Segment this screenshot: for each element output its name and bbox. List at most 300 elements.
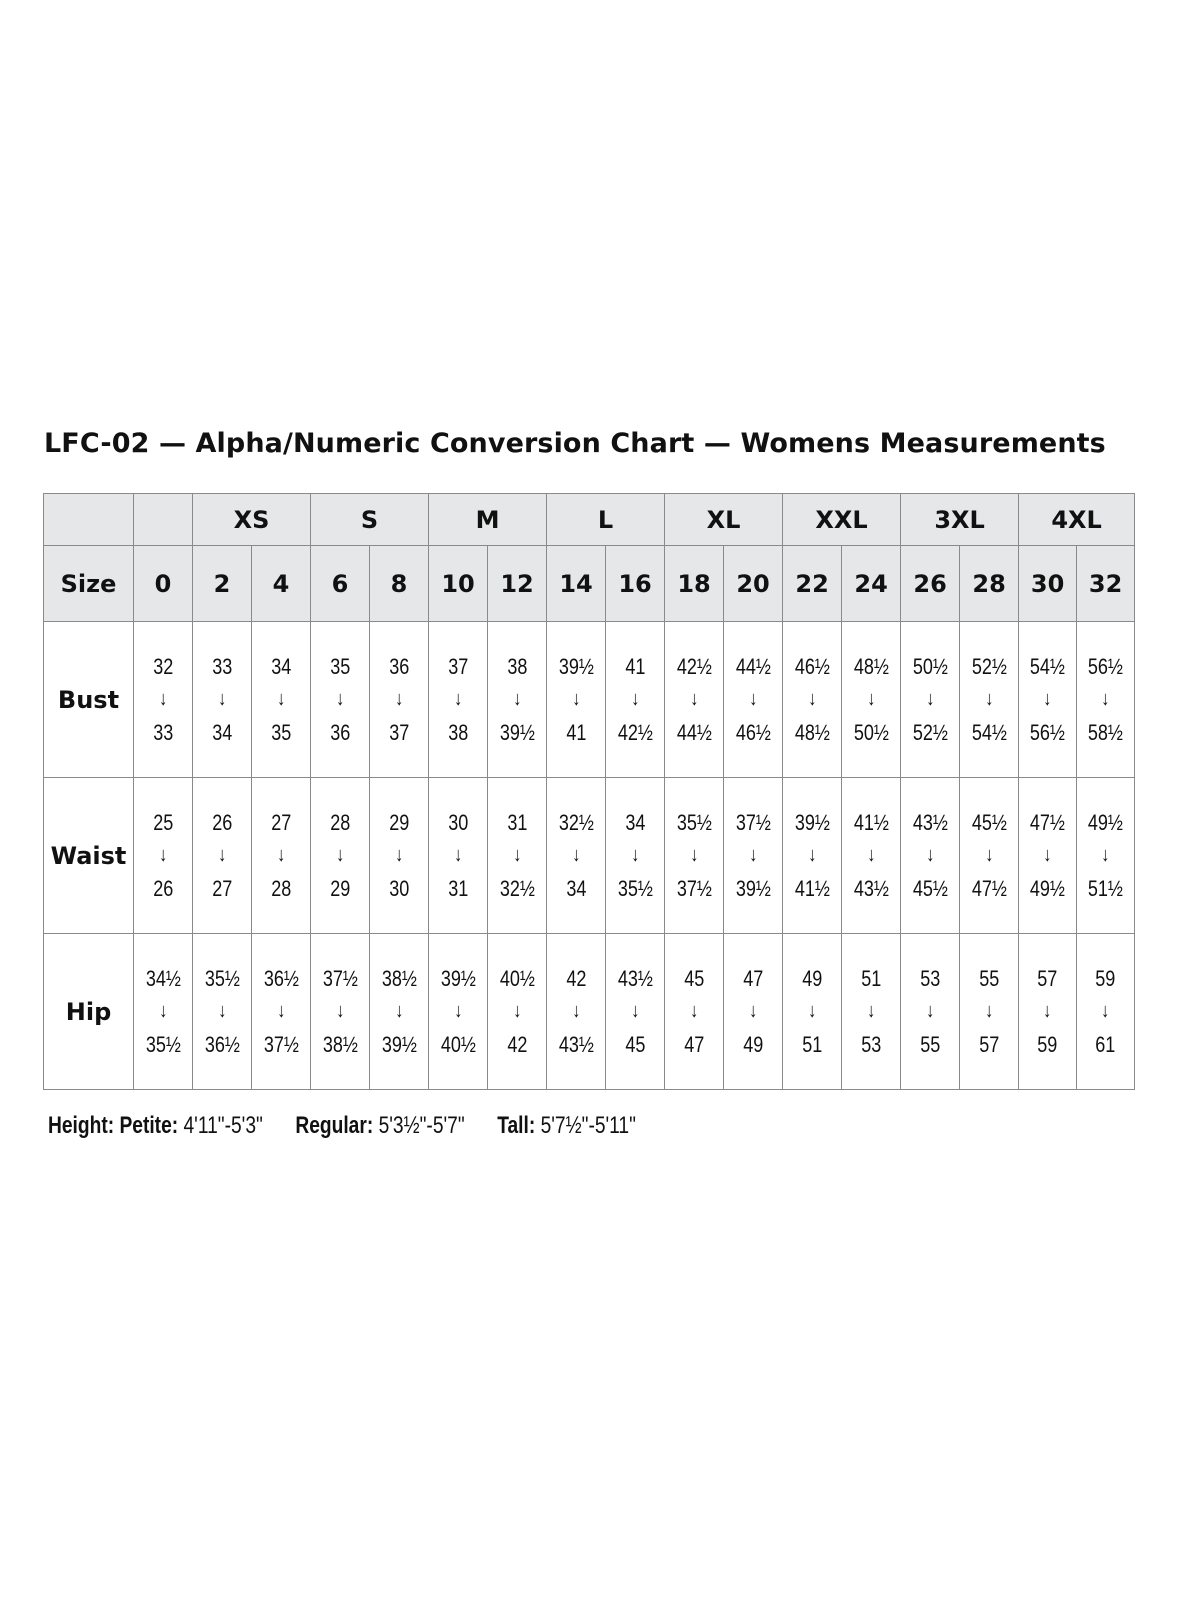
measurement-row-bust bbox=[44, 622, 1135, 778]
range-to: 27 bbox=[211, 876, 233, 901]
regular-label: Regular: bbox=[295, 1112, 374, 1139]
measurement-range-cell bbox=[488, 622, 547, 778]
measurement-range-cell bbox=[783, 934, 842, 1090]
arrow-down-icon: ↓ bbox=[866, 844, 876, 866]
range-stack bbox=[271, 650, 291, 749]
range-to: 43½ bbox=[853, 876, 889, 901]
petite-value: 4'11"-5'3" bbox=[183, 1112, 263, 1139]
numeric-size-10: 10 bbox=[429, 546, 488, 622]
measurement-row-waist bbox=[44, 778, 1135, 934]
measurement-label: Waist bbox=[44, 778, 134, 934]
range-to: 54½ bbox=[971, 720, 1007, 745]
measurement-range-cell bbox=[960, 622, 1019, 778]
range-from: 47½ bbox=[1030, 810, 1066, 835]
measurement-range-cell bbox=[252, 778, 311, 934]
range-to: 40½ bbox=[440, 1032, 476, 1057]
range-from: 50½ bbox=[912, 654, 948, 679]
arrow-down-icon: ↓ bbox=[748, 1000, 758, 1022]
alpha-size-l: L bbox=[547, 494, 665, 546]
range-from: 49 bbox=[802, 966, 823, 991]
arrow-down-icon: ↓ bbox=[394, 844, 404, 866]
range-stack bbox=[145, 962, 180, 1061]
numeric-size-4: 4 bbox=[252, 546, 311, 622]
alpha-size-blank bbox=[44, 494, 134, 546]
range-to: 51½ bbox=[1088, 876, 1124, 901]
range-from: 48½ bbox=[853, 654, 889, 679]
measurement-range-cell bbox=[1077, 934, 1135, 1090]
arrow-down-icon: ↓ bbox=[925, 688, 935, 710]
range-stack bbox=[204, 962, 239, 1061]
range-from: 49½ bbox=[1088, 810, 1124, 835]
range-from: 57 bbox=[1037, 966, 1058, 991]
range-stack bbox=[854, 650, 889, 749]
range-from: 25 bbox=[152, 810, 174, 835]
numeric-size-0: 0 bbox=[134, 546, 193, 622]
range-to: 42 bbox=[507, 1032, 528, 1057]
range-stack bbox=[795, 806, 830, 905]
range-to: 43½ bbox=[558, 1032, 594, 1057]
measurement-range-cell bbox=[488, 778, 547, 934]
measurement-range-cell bbox=[724, 934, 783, 1090]
size-row-label: Size bbox=[44, 546, 134, 622]
arrow-down-icon: ↓ bbox=[453, 844, 463, 866]
range-stack bbox=[448, 650, 468, 749]
size-conversion-table bbox=[43, 493, 1135, 1090]
range-to: 35½ bbox=[145, 1032, 181, 1057]
measurement-range-cell bbox=[252, 622, 311, 778]
arrow-down-icon: ↓ bbox=[217, 688, 227, 710]
range-stack bbox=[1030, 650, 1065, 749]
range-from: 42½ bbox=[676, 654, 712, 679]
range-stack bbox=[558, 806, 593, 905]
measurement-range-cell bbox=[901, 622, 960, 778]
range-to: 39½ bbox=[735, 876, 771, 901]
range-to: 61 bbox=[1095, 1032, 1116, 1057]
range-stack bbox=[212, 806, 232, 905]
arrow-down-icon: ↓ bbox=[394, 1000, 404, 1022]
arrow-down-icon: ↓ bbox=[217, 844, 227, 866]
range-to: 46½ bbox=[735, 720, 771, 745]
range-to: 45½ bbox=[912, 876, 948, 901]
alpha-size-4xl: 4XL bbox=[1019, 494, 1135, 546]
range-stack bbox=[212, 650, 232, 749]
arrow-down-icon: ↓ bbox=[276, 1000, 286, 1022]
regular-value: 5'3½"-5'7" bbox=[378, 1112, 465, 1139]
range-stack bbox=[972, 806, 1007, 905]
range-to: 55 bbox=[920, 1032, 941, 1057]
range-to: 45 bbox=[625, 1032, 646, 1057]
numeric-size-26: 26 bbox=[901, 546, 960, 622]
range-from: 37½ bbox=[735, 810, 771, 835]
numeric-size-28: 28 bbox=[960, 546, 1019, 622]
range-to: 38½ bbox=[322, 1032, 358, 1057]
range-to: 41 bbox=[566, 720, 587, 745]
measurement-range-cell bbox=[842, 622, 901, 778]
range-from: 46½ bbox=[794, 654, 830, 679]
arrow-down-icon: ↓ bbox=[276, 688, 286, 710]
range-stack bbox=[617, 806, 652, 905]
range-from: 45½ bbox=[971, 810, 1007, 835]
alpha-size-xxl: XXL bbox=[783, 494, 901, 546]
range-to: 26 bbox=[152, 876, 174, 901]
range-from: 39½ bbox=[558, 654, 594, 679]
chart-title: LFC-02 — Alpha/Numeric Conversion Chart — Womens Measurements bbox=[44, 428, 1106, 459]
range-to: 58½ bbox=[1088, 720, 1124, 745]
arrow-down-icon: ↓ bbox=[453, 688, 463, 710]
range-to: 30 bbox=[388, 876, 410, 901]
measurement-range-cell bbox=[724, 622, 783, 778]
numeric-size-12: 12 bbox=[488, 546, 547, 622]
range-stack bbox=[979, 962, 999, 1061]
measurement-range-cell bbox=[193, 622, 252, 778]
measurement-range-cell bbox=[429, 622, 488, 778]
range-from: 56½ bbox=[1088, 654, 1124, 679]
range-from: 36½ bbox=[263, 966, 299, 991]
measurement-range-cell bbox=[960, 778, 1019, 934]
arrow-down-icon: ↓ bbox=[158, 688, 168, 710]
range-to: 36½ bbox=[204, 1032, 240, 1057]
range-from: 34 bbox=[270, 654, 292, 679]
range-from: 35½ bbox=[204, 966, 240, 991]
range-stack bbox=[617, 962, 652, 1061]
range-to: 56½ bbox=[1030, 720, 1066, 745]
measurement-range-cell bbox=[1019, 778, 1077, 934]
arrow-down-icon: ↓ bbox=[571, 1000, 581, 1022]
range-from: 54½ bbox=[1030, 654, 1066, 679]
range-stack bbox=[153, 650, 173, 749]
range-stack bbox=[330, 806, 350, 905]
arrow-down-icon: ↓ bbox=[925, 844, 935, 866]
range-to: 53 bbox=[861, 1032, 882, 1057]
arrow-down-icon: ↓ bbox=[630, 688, 640, 710]
measurement-range-cell bbox=[547, 778, 606, 934]
range-to: 34 bbox=[566, 876, 587, 901]
measurement-range-cell bbox=[606, 778, 665, 934]
arrow-down-icon: ↓ bbox=[335, 844, 345, 866]
arrow-down-icon: ↓ bbox=[335, 688, 345, 710]
arrow-down-icon: ↓ bbox=[630, 1000, 640, 1022]
measurement-range-cell bbox=[1019, 934, 1077, 1090]
numeric-size-24: 24 bbox=[842, 546, 901, 622]
range-from: 52½ bbox=[971, 654, 1007, 679]
measurement-range-cell bbox=[842, 934, 901, 1090]
arrow-down-icon: ↓ bbox=[984, 844, 994, 866]
measurement-range-cell bbox=[665, 934, 724, 1090]
alpha-size-3xl: 3XL bbox=[901, 494, 1019, 546]
tall-label: Tall: bbox=[497, 1112, 536, 1139]
range-stack bbox=[736, 650, 771, 749]
range-to: 28 bbox=[270, 876, 292, 901]
range-stack bbox=[271, 806, 291, 905]
range-stack bbox=[617, 650, 652, 749]
arrow-down-icon: ↓ bbox=[807, 688, 817, 710]
range-to: 37 bbox=[388, 720, 410, 745]
range-stack bbox=[972, 650, 1007, 749]
measurement-range-cell bbox=[1077, 622, 1135, 778]
range-from: 33 bbox=[211, 654, 233, 679]
range-to: 32½ bbox=[499, 876, 535, 901]
measurement-range-cell bbox=[547, 622, 606, 778]
arrow-down-icon: ↓ bbox=[512, 688, 522, 710]
range-stack bbox=[322, 962, 357, 1061]
arrow-down-icon: ↓ bbox=[1101, 844, 1110, 866]
range-from: 55 bbox=[979, 966, 1000, 991]
range-to: 29 bbox=[329, 876, 351, 901]
range-to: 57 bbox=[979, 1032, 1000, 1057]
range-to: 49 bbox=[743, 1032, 764, 1057]
arrow-down-icon: ↓ bbox=[925, 1000, 935, 1022]
arrow-down-icon: ↓ bbox=[1043, 688, 1052, 710]
range-to: 31 bbox=[447, 876, 469, 901]
measurement-range-cell bbox=[311, 778, 370, 934]
range-from: 42 bbox=[566, 966, 587, 991]
numeric-size-20: 20 bbox=[724, 546, 783, 622]
range-to: 36 bbox=[329, 720, 351, 745]
range-to: 41½ bbox=[794, 876, 830, 901]
measurement-range-cell bbox=[724, 778, 783, 934]
arrow-down-icon: ↓ bbox=[512, 844, 522, 866]
measurement-range-cell bbox=[370, 934, 429, 1090]
measurement-range-cell bbox=[783, 622, 842, 778]
arrow-down-icon: ↓ bbox=[689, 688, 699, 710]
numeric-size-6: 6 bbox=[311, 546, 370, 622]
arrow-down-icon: ↓ bbox=[748, 844, 758, 866]
arrow-down-icon: ↓ bbox=[689, 844, 699, 866]
numeric-size-30: 30 bbox=[1019, 546, 1077, 622]
measurement-range-cell bbox=[429, 778, 488, 934]
arrow-down-icon: ↓ bbox=[748, 688, 758, 710]
range-to: 38 bbox=[447, 720, 469, 745]
petite-label: Petite: bbox=[119, 1112, 179, 1139]
range-to: 49½ bbox=[1030, 876, 1066, 901]
measurement-range-cell bbox=[252, 934, 311, 1090]
numeric-size-18: 18 bbox=[665, 546, 724, 622]
range-from: 29 bbox=[388, 810, 410, 835]
measurement-range-cell bbox=[1077, 778, 1135, 934]
measurement-range-cell bbox=[665, 622, 724, 778]
measurement-range-cell bbox=[429, 934, 488, 1090]
range-stack bbox=[920, 962, 940, 1061]
range-stack bbox=[1088, 650, 1123, 749]
range-from: 39½ bbox=[794, 810, 830, 835]
range-stack bbox=[861, 962, 881, 1061]
range-from: 31 bbox=[507, 810, 528, 835]
range-to: 37½ bbox=[263, 1032, 299, 1057]
range-from: 34 bbox=[625, 810, 646, 835]
range-from: 37 bbox=[447, 654, 469, 679]
range-from: 53 bbox=[920, 966, 941, 991]
measurement-label: Bust bbox=[44, 622, 134, 778]
range-stack bbox=[1088, 806, 1123, 905]
range-from: 36 bbox=[388, 654, 410, 679]
arrow-down-icon: ↓ bbox=[866, 688, 876, 710]
range-to: 59 bbox=[1037, 1032, 1058, 1057]
range-to: 44½ bbox=[676, 720, 712, 745]
numeric-size-8: 8 bbox=[370, 546, 429, 622]
range-to: 34 bbox=[211, 720, 233, 745]
range-from: 32 bbox=[152, 654, 174, 679]
range-from: 35 bbox=[329, 654, 351, 679]
range-stack bbox=[913, 806, 948, 905]
measurement-range-cell bbox=[488, 934, 547, 1090]
range-stack bbox=[499, 962, 534, 1061]
measurement-label: Hip bbox=[44, 934, 134, 1090]
range-to: 42½ bbox=[617, 720, 653, 745]
measurement-range-cell bbox=[370, 778, 429, 934]
arrow-down-icon: ↓ bbox=[1101, 1000, 1110, 1022]
range-from: 59 bbox=[1095, 966, 1116, 991]
range-from: 40½ bbox=[499, 966, 535, 991]
range-stack bbox=[263, 962, 298, 1061]
range-from: 30 bbox=[447, 810, 469, 835]
numeric-size-16: 16 bbox=[606, 546, 665, 622]
arrow-down-icon: ↓ bbox=[866, 1000, 876, 1022]
range-stack bbox=[558, 650, 593, 749]
range-to: 35 bbox=[270, 720, 292, 745]
tall-value: 5'7½"-5'11" bbox=[540, 1112, 636, 1139]
range-from: 32½ bbox=[558, 810, 594, 835]
range-stack bbox=[743, 962, 763, 1061]
range-from: 44½ bbox=[735, 654, 771, 679]
arrow-down-icon: ↓ bbox=[571, 844, 581, 866]
measurement-range-cell bbox=[606, 622, 665, 778]
range-stack bbox=[802, 962, 822, 1061]
measurement-range-cell bbox=[370, 622, 429, 778]
height-label: Height: bbox=[48, 1112, 115, 1139]
range-from: 51 bbox=[861, 966, 882, 991]
range-to: 47 bbox=[684, 1032, 705, 1057]
range-to: 52½ bbox=[912, 720, 948, 745]
numeric-size-22: 22 bbox=[783, 546, 842, 622]
measurement-range-cell bbox=[193, 934, 252, 1090]
arrow-down-icon: ↓ bbox=[276, 844, 286, 866]
measurement-range-cell bbox=[547, 934, 606, 1090]
measurement-row-hip bbox=[44, 934, 1135, 1090]
range-to: 47½ bbox=[971, 876, 1007, 901]
numeric-size-2: 2 bbox=[193, 546, 252, 622]
measurement-range-cell bbox=[901, 934, 960, 1090]
measurement-range-cell bbox=[134, 778, 193, 934]
arrow-down-icon: ↓ bbox=[571, 688, 581, 710]
range-stack bbox=[330, 650, 350, 749]
measurement-range-cell bbox=[606, 934, 665, 1090]
range-stack bbox=[381, 962, 416, 1061]
range-from: 41½ bbox=[853, 810, 889, 835]
range-from: 39½ bbox=[440, 966, 476, 991]
range-from: 28 bbox=[329, 810, 351, 835]
range-from: 41 bbox=[625, 654, 646, 679]
range-from: 35½ bbox=[676, 810, 712, 835]
arrow-down-icon: ↓ bbox=[217, 1000, 227, 1022]
range-stack bbox=[1030, 806, 1065, 905]
range-from: 34½ bbox=[145, 966, 181, 991]
measurement-range-cell bbox=[193, 778, 252, 934]
range-to: 48½ bbox=[794, 720, 830, 745]
alpha-size-xs: XS bbox=[193, 494, 311, 546]
range-to: 39½ bbox=[381, 1032, 417, 1057]
range-to: 33 bbox=[152, 720, 174, 745]
arrow-down-icon: ↓ bbox=[807, 1000, 817, 1022]
measurement-range-cell bbox=[842, 778, 901, 934]
range-stack bbox=[676, 650, 711, 749]
arrow-down-icon: ↓ bbox=[984, 688, 994, 710]
range-to: 50½ bbox=[853, 720, 889, 745]
range-stack bbox=[676, 806, 711, 905]
measurement-range-cell bbox=[901, 778, 960, 934]
measurement-range-cell bbox=[134, 622, 193, 778]
range-from: 45 bbox=[684, 966, 705, 991]
range-stack bbox=[389, 650, 409, 749]
arrow-down-icon: ↓ bbox=[807, 844, 817, 866]
range-stack bbox=[795, 650, 830, 749]
range-stack bbox=[913, 650, 948, 749]
measurement-range-cell bbox=[134, 934, 193, 1090]
range-to: 37½ bbox=[676, 876, 712, 901]
range-stack bbox=[499, 650, 534, 749]
alpha-size-xl: XL bbox=[665, 494, 783, 546]
arrow-down-icon: ↓ bbox=[512, 1000, 522, 1022]
measurement-range-cell bbox=[783, 778, 842, 934]
arrow-down-icon: ↓ bbox=[394, 688, 404, 710]
range-from: 37½ bbox=[322, 966, 358, 991]
range-from: 38 bbox=[507, 654, 528, 679]
measurement-range-cell bbox=[665, 778, 724, 934]
measurement-range-cell bbox=[1019, 622, 1077, 778]
height-legend bbox=[48, 1112, 636, 1140]
arrow-down-icon: ↓ bbox=[984, 1000, 994, 1022]
alpha-size-s: S bbox=[311, 494, 429, 546]
range-stack bbox=[389, 806, 409, 905]
range-from: 27 bbox=[270, 810, 292, 835]
range-stack bbox=[1096, 962, 1116, 1061]
arrow-down-icon: ↓ bbox=[1043, 1000, 1052, 1022]
alpha-size-m: M bbox=[429, 494, 547, 546]
arrow-down-icon: ↓ bbox=[1043, 844, 1052, 866]
measurement-range-cell bbox=[311, 622, 370, 778]
range-stack bbox=[854, 806, 889, 905]
arrow-down-icon: ↓ bbox=[453, 1000, 463, 1022]
arrow-down-icon: ↓ bbox=[158, 1000, 168, 1022]
range-stack bbox=[558, 962, 593, 1061]
range-stack bbox=[448, 806, 468, 905]
numeric-size-14: 14 bbox=[547, 546, 606, 622]
range-stack bbox=[153, 806, 173, 905]
range-from: 47 bbox=[743, 966, 764, 991]
range-stack bbox=[684, 962, 704, 1061]
range-stack bbox=[499, 806, 534, 905]
range-stack bbox=[1038, 962, 1058, 1061]
numeric-size-header-row bbox=[44, 546, 1135, 622]
arrow-down-icon: ↓ bbox=[630, 844, 640, 866]
alpha-size-blank bbox=[134, 494, 193, 546]
range-from: 43½ bbox=[617, 966, 653, 991]
arrow-down-icon: ↓ bbox=[158, 844, 168, 866]
numeric-size-32: 32 bbox=[1077, 546, 1135, 622]
range-stack bbox=[736, 806, 771, 905]
range-stack bbox=[440, 962, 475, 1061]
range-from: 26 bbox=[211, 810, 233, 835]
range-to: 51 bbox=[802, 1032, 823, 1057]
range-to: 39½ bbox=[499, 720, 535, 745]
measurement-range-cell bbox=[311, 934, 370, 1090]
alpha-size-header-row bbox=[44, 494, 1135, 546]
measurement-range-cell bbox=[960, 934, 1019, 1090]
arrow-down-icon: ↓ bbox=[689, 1000, 699, 1022]
range-to: 35½ bbox=[617, 876, 653, 901]
arrow-down-icon: ↓ bbox=[335, 1000, 345, 1022]
range-from: 43½ bbox=[912, 810, 948, 835]
arrow-down-icon: ↓ bbox=[1101, 688, 1110, 710]
